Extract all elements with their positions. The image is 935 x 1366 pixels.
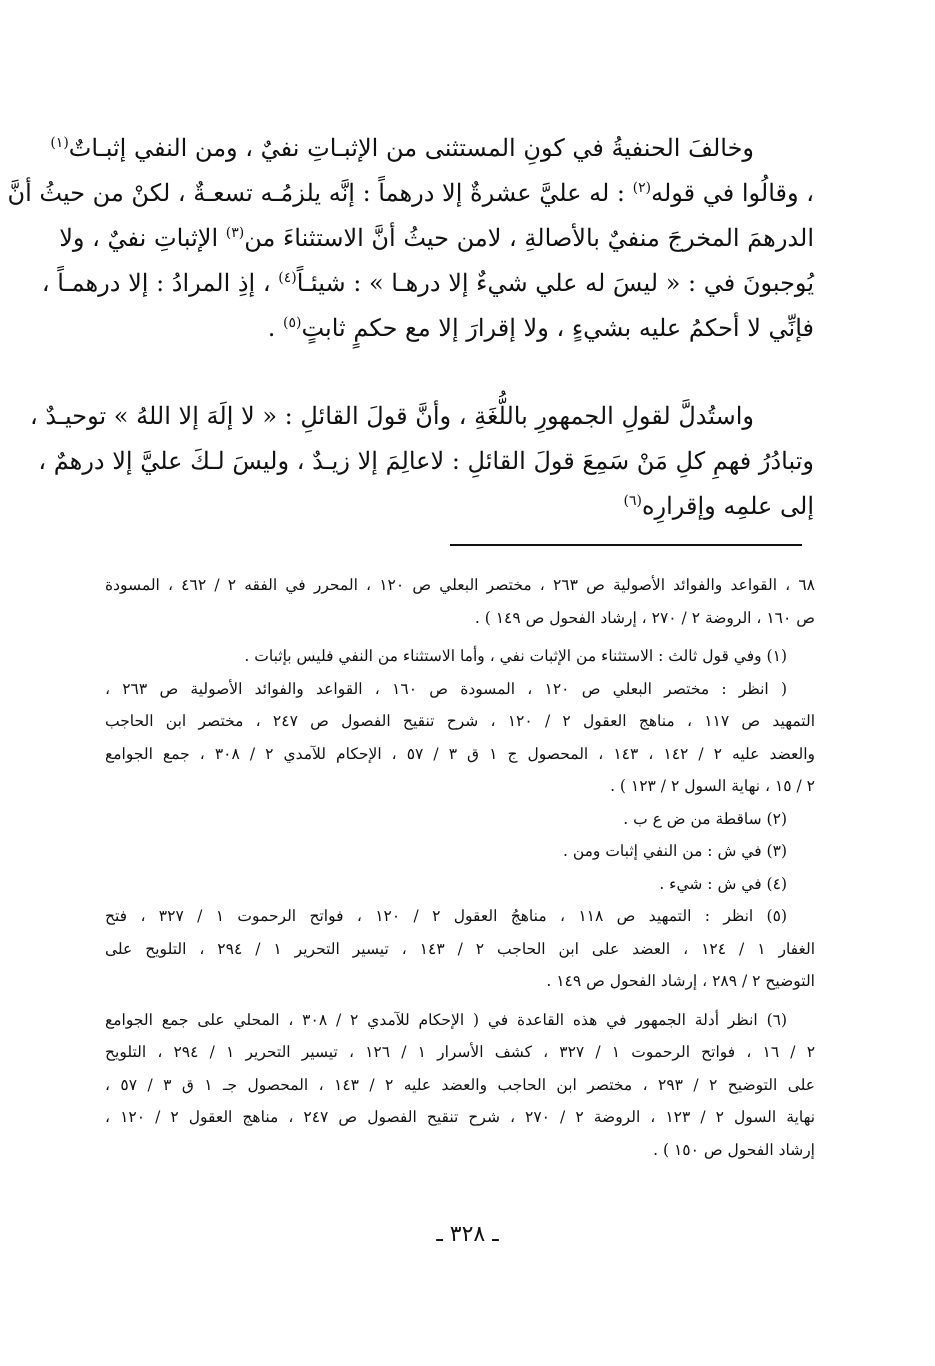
text-line bbox=[98, 484, 814, 529]
footnote-line: ( انظر : مختصر البعلي ص ١٢٠ ، المسودة ص ١٦٠ ، القواعد والفوائد الأصولية ص ٢٦٣ ، bbox=[105, 679, 787, 698]
text-segment: : له عليَّ عشرةٌ إلا درهماً : إنَّه يلزمُـه تسعـةٌ ، لكنْ من حيثُ أنَّ bbox=[7, 179, 633, 207]
footnote-ref[interactable]: (٦) bbox=[623, 493, 642, 509]
text-segment: الإثباتِ نفيٌ ، ولا bbox=[59, 224, 226, 252]
text-segment: ، إذِ المرادُ : إلا درهمـاً ، bbox=[41, 269, 279, 297]
footnote-line: الغفار ١ / ١٢٤ ، العضد على ابن الحاجب ٢ / ١٤٣ ، تيسير التحرير ١ / ٢٩٤ ، التلويح على bbox=[105, 939, 816, 958]
footnote-line: (٢) ساقطة من ض ع ب . bbox=[623, 809, 787, 828]
footnote-line: التوضيح ٢ / ٢٨٩ ، إرشاد الفحول ص ١٤٩ . bbox=[546, 972, 815, 990]
text-line bbox=[50, 126, 814, 171]
text-line: واستُدلَّ لقولِ الجمهورِ باللُّغَةِ ، وأنَّ قولَ القائلِ : « لا إلَهَ إلا اللهُ » توحيـدٌ ، bbox=[30, 402, 754, 430]
text-line bbox=[41, 261, 814, 306]
text-segment: فإنِّي لا أحكمُ عليه بشيءٍ ، ولا إقرارَ إلا مع حكمٍ ثابتٍ bbox=[301, 314, 814, 342]
footnote-line: ٦٨ ، القواعد والفوائد الأصولية ص ٢٦٣ ، مختصر البعلي ص ١٢٠ ، المحرر في الفقه ٢ / ٤٦٢ ، المسودة bbox=[105, 576, 815, 594]
text-line: وتبادُرُ فهمِ كلِ مَنْ سَمِعَ قولَ القائلِ : لاعالِمَ إلا زيـدٌ ، وليسَ لـكَ عليَّ إلا درهمٌ ، bbox=[38, 447, 814, 475]
text-segment: الدرهمَ المخرجَ منفيٌ بالأصالةِ ، لامن حيثُ أنَّ الاستثناءَ من bbox=[244, 224, 814, 252]
footnote-line: (٦) انظر أدلة الجمهور في هذه القاعدة في ( الإحكام للآمدي ٢ / ٣٠٨ ، المحلي على جمع الجوامع bbox=[105, 1010, 788, 1029]
text-segment: يُوجبونَ في : « ليسَ له علي شيءٌ إلا درهـا » : شيئـاً bbox=[296, 269, 814, 297]
main-paragraph-1 bbox=[7, 126, 814, 351]
text-segment: وخالفَ الحنفيةُ في كونِ المستثنى من الإثبـاتِ نفيٌ ، ومن النفي إثبـاتٌ bbox=[68, 134, 754, 162]
main-paragraph-2 bbox=[30, 394, 814, 529]
text-segment: ، وقالُوا في قوله bbox=[651, 179, 814, 207]
footnote-line: ٢ / ١٥ ، نهاية السول ٢ / ١٢٣ ) . bbox=[610, 777, 815, 795]
text-segment: . bbox=[267, 314, 284, 342]
page-number: ـ ٣٢٨ ـ bbox=[436, 1222, 499, 1247]
footnote-line: على التوضيح ٢ / ٢٩٣ ، مختصر ابن الحاجب والعضد عليه ٢ / ١٤٣ ، المحصول جـ ١ ق ٣ / ٥٧ ، bbox=[105, 1075, 816, 1094]
footnote-line: (٥) انظر : التمهيد ص ١١٨ ، مناهجُ العقول ٢ / ١٢٠ ، فواتح الرحموت ١ / ٣٢٧ ، فتح bbox=[105, 907, 787, 925]
footnote-line: التمهيد ص ١١٧ ، مناهج العقول ٢ / ١٢٠ ، شرح تنقيح الفصول ص ٢٤٧ ، مختصر ابن الحاجب bbox=[105, 712, 816, 730]
footnote-ref[interactable]: (٣) bbox=[225, 225, 245, 241]
footnote-line: والعضد عليه ٢ / ١٤٢ ، ١٤٣ ، المحصول ج ١ ق ٣ / ٥٧ ، الإحكام للآمدي ٢ / ٣٠٨ ، جمع الجوامع bbox=[105, 744, 816, 763]
footnotes bbox=[105, 569, 815, 1166]
footnote-ref[interactable]: (٤) bbox=[278, 270, 297, 286]
footnote-line: ٢ / ١٦ ، فواتح الرحموت ١ / ٣٢٧ ، كشف الأسرار ١ / ١٢٦ ، تيسير التحرير ١ / ٢٩٤ ، التلويح bbox=[105, 1043, 816, 1061]
footnote-line: ص ١٦٠ ، الروضة ٢ / ٢٧٠ ، إرشاد الفحول ص ١٤٩ ) . bbox=[474, 608, 815, 627]
footnote-line: (٤) في ش : شيء . bbox=[659, 874, 787, 893]
text-line bbox=[98, 306, 814, 351]
footnote-separator bbox=[450, 544, 802, 546]
footnote-ref[interactable]: (١) bbox=[50, 135, 69, 151]
footnote-line: (١) وفي قول ثالث : الاستثناء من الإثبات نفي ، وأما الاستثناء من النفي فليس بإثبات . bbox=[244, 647, 787, 665]
text-line bbox=[7, 171, 814, 216]
text-line bbox=[59, 216, 814, 261]
footnote-line: نهاية السول ٢ / ١٢٣ ، الروضة ٢ / ٢٧٠ ، شرح تنقيح الفصول ص ٢٤٧ ، مناهج العقول ٢ / ١٢٠ ، bbox=[105, 1108, 816, 1126]
footnote-ref[interactable]: (٥) bbox=[283, 315, 302, 331]
text-segment: إلى علمِه وإقرارِه bbox=[641, 492, 814, 520]
footnote-line: (٣) في ش : من النفي إثبات ومن . bbox=[562, 842, 787, 860]
footnote-line: إرشاد الفحول ص ١٥٠ ) . bbox=[653, 1140, 815, 1159]
footnote-ref[interactable]: (٢) bbox=[632, 180, 652, 196]
